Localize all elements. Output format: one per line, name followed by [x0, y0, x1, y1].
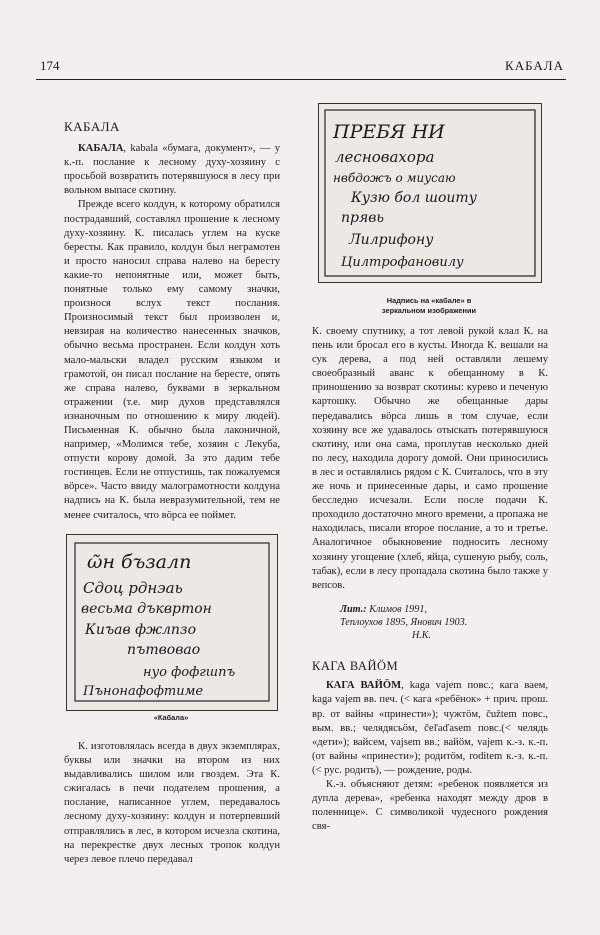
headword-kabala: КАБАЛА	[78, 143, 124, 155]
literature-line: Теплоухов 1895, Янович 1903.	[340, 616, 468, 628]
paragraph-2: Прежде всего колдун, к которому обратился пострадавший, составлял прошение к лесному духу-хозяину. К. писалась углем на куске бересты. Как правило, колдун был неграмотен и просто наносил справа налево на бересту какие-то непонятные или, может быть, понятные только ему самому значки, произнося вслух текст послания. Произносимый текст был произволен и, невзирая на количество нанесенных значков, обычно весьма пространен. Если колдун хоть мало-мальски владел русским языком и грамотой, он писал послание на бересте, опять же справа налево, буквами в зеркальном отражении (т.е. мир духов представлялся изнаночным по отношению к миру людей). Письменная К. обычно была лаконичной, например, «Молимся тебе, хозяин с Лекуба, отпусти корову домой. За это дадим тебе гостинцев. Если не отпустишь, так пожалуемся вöрсе». Часто ввиду малограмотности колдуна надпись на К. была невразумительной, тем не менее считалось, что вöрса ее поймет.	[64, 199, 280, 521]
paragraph-3: К. изготовлялась всегда в двух экземплярах, буквы или значки на втором из них выдавливались шилом или гвоздем. Эта К. сжигалась в печи подателем прошения, а послание, написанное углем, передавалось лесному духу-хозяину: колдун и потерпевший отправлялись в лес, в котором исчезла скотина, на перекрестке двух лесных тропок колдун через левое плечо передавал	[64, 741, 280, 865]
caption-line: зеркальном изображении	[381, 306, 477, 315]
entry-intro	[64, 142, 280, 198]
fig-line: Цилтрофановилу	[341, 255, 464, 270]
caption-line: Надпись на «кабале» в	[386, 296, 472, 305]
section-title-kaga: КАГА ВАЙÖМ	[312, 659, 399, 674]
left-column	[64, 120, 280, 523]
page-number: 174	[40, 58, 60, 73]
literature-label: Лит.:	[340, 603, 367, 615]
kabala-figure	[66, 534, 278, 711]
kaga-paragraph-2: К.-з. объясняют детям: «ребенок появляется из дупла дерева», «ребенка находят между дров в поленнице». С символикой чудесного рождения свя-	[312, 779, 548, 833]
fig-line: лесновахора	[335, 148, 435, 166]
literature-line: Климов 1991,	[366, 603, 427, 615]
literature	[312, 603, 548, 629]
fig-line: Пънонафофтиме	[83, 684, 204, 699]
fig-line: Кузю бол шоиту	[351, 190, 477, 206]
left-column-bottom	[64, 740, 280, 867]
fig-line: ПРЕБЯ НИ	[333, 121, 445, 143]
kaga-entry-text: , kaga vajem пoвс.; кага ваем, kaga vajem вв. печ. (< кага «ребёнок» + прич. прош. вр. от вайны «принести»); чужтöм, čužtem повс., вым. вв.; челядясьöм, čeľaďasem повс.(< челядь «дети»); вайсем, vajsem вв.; вайöм, vajem к.-з. к.-п. (от вайны «принести»); родитöм, roditem к.-з. к.-п. (< рус. родить), — рождение, роды.	[312, 680, 549, 776]
fig-line: прявь	[341, 210, 385, 226]
mirror-inscription-drawing	[319, 104, 541, 282]
fig-line: нуо фофгшпъ	[143, 665, 236, 680]
kabala-drawing	[67, 535, 277, 710]
kaga-entry	[312, 679, 548, 778]
running-title: КАБАЛА	[505, 58, 564, 73]
fig-line: нвбдожъ о миусаю	[333, 171, 456, 185]
mirror-inscription-caption	[318, 296, 540, 316]
author-initials: Н.К.	[412, 630, 431, 642]
paragraph-continued: К. своему спутнику, а тот левой рукой клал К. на пень или бросал его в кусты. Иногда К. вешали на сук дерева, а под ней оставляли лешему своеобразный аванс к обещанному в К. приношению за возврат скотины: курево и печеную картошку. Обычно же обещанные дары передавались вöрса лишь в том случае, если хозяину все же удавалось отыскать потерявшуюся скотину, или она сама, проплутав несколько дней по лесу, находила дорогу домой. Они приносились в лес и оставлялись рядом с К. Считалось, что в эту же ночь и принесенные дары, и само прошение бесследно исчезали. Если после подачи К. проходило достаточно много времени, а пропажа не находилась, писали второе послание, а то и третье. Аналогичное обыкновение подносить лесному хозяину угощение (хлеб, яйца, сушеную рыбу, соль, табак), если в лесу пропадала скотина было также у вепсов.	[312, 326, 548, 591]
fig-line: Лилрифону	[349, 232, 434, 248]
fig-line: Сдоц рднэаь	[83, 579, 183, 597]
header-rule	[36, 79, 566, 80]
kabala-figure-caption: «Кабала»	[153, 713, 189, 722]
entry-intro-text: , kabala «бумага, документ», — у к.-п. послание к лесному духу-хозяину с просьбой возвратить потерявшуюся в лесу при вольном выпасе скотину.	[64, 143, 280, 197]
section-title-kabala: КАБАЛА	[64, 119, 120, 134]
right-column	[312, 325, 548, 834]
fig-line: весьма дъквртон	[81, 601, 212, 617]
headword-kaga: КАГА ВАЙÖМ	[326, 680, 402, 692]
mirror-inscription-figure	[318, 103, 542, 283]
fig-line: Киъав фжлпзо	[85, 622, 196, 638]
fig-line: пътвовао	[127, 642, 201, 658]
fig-line: ῶн бъзалп	[87, 551, 192, 573]
